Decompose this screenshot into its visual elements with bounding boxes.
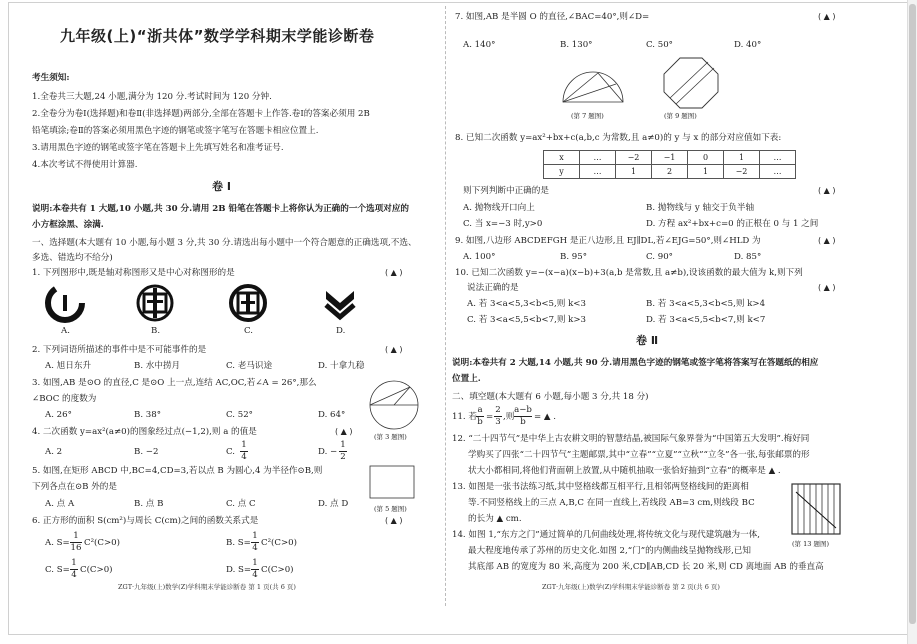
q3-option-b: B. 38° — [134, 410, 162, 420]
part-2-heading: 二、填空题(本大题有 6 小题,每小题 3 分,共 18 分) — [452, 392, 649, 402]
q6-a-fraction — [70, 531, 82, 553]
q3-option-a: A. 26° — [45, 410, 72, 420]
q4-option-a: A. 2 — [45, 447, 63, 457]
q2-option-a: A. 旭日东升 — [45, 361, 92, 371]
fraction-denominator: 2 — [340, 451, 346, 462]
notice-2b: 铅笔填涂;卷Ⅱ的答案必须用黑色字迹的钢笔或签字笔写在答题卡相应位置上. — [32, 126, 319, 136]
question-8-b: 则下列判断中正确的是 — [463, 186, 549, 196]
q4-option-c: C. — [226, 447, 236, 457]
q9-option-d: D. 85° — [734, 252, 762, 262]
logo-a-icon — [45, 283, 85, 323]
page-footer-1: ZGT·九年级(上)数学(Z)学科期末学能诊断卷 第 1 页(共 6 页) — [118, 583, 296, 591]
q7-option-b: B. 130° — [560, 40, 593, 50]
question-5: 5. 如图,在矩形 ABCD 中,BC=4,CD=3,若以点 B 为圆心,4 为半径作⊙B,则 — [32, 466, 323, 476]
exam-title: 九年级(上)“浙共体”数学学科期末学能诊断卷 — [60, 27, 375, 45]
question-13-b: 等.不同竖格线上的三点 A,B,C 在同一直线上,若线段 AB=3 cm,则线段 BC — [468, 498, 755, 508]
notice-heading: 考生须知: — [32, 73, 70, 83]
table-cell: −2 — [616, 151, 652, 165]
table-cell: 1 — [688, 165, 724, 179]
figure-9-caption: (第 9 题图) — [664, 112, 697, 120]
volume-1-heading: 卷 Ⅰ — [212, 180, 231, 193]
volume-2-heading: 卷 Ⅱ — [636, 334, 659, 347]
question-12: 12. “二十四节气”是中华上古农耕文明的智慧结晶,被国际气象界誉为“中国第五大发明”.梅好同 — [452, 434, 810, 444]
vertical-scrollbar[interactable] — [907, 0, 917, 644]
volume-1-desc: 说明:本卷共有 1 大题,10 小题,共 30 分.请用 2B 铅笔在答题卡上将你认为正确的一个选项对应的 — [32, 204, 410, 214]
part-1-heading-b: 多选、错选均不给分) — [32, 253, 113, 263]
notice-1: 1.全卷共三大题,24 小题,满分为 120 分.考试时间为 120 分钟. — [32, 92, 272, 102]
question-8: 8. 已知二次函数 y=ax²+bx+c(a,b,c 为常数,且 a≠0)的 y 与 x 的部分对应值如下表: — [455, 133, 782, 143]
question-14-b: 最大程度地传承了苏州的历史文化.如图 2,“门”的内侧曲线呈抛物线形,已知 — [468, 546, 751, 556]
logo-b-icon — [135, 283, 175, 323]
question-13: 13. 如图是一张书法练习纸,其中竖格线都互相平行,且相邻两竖格线间的距离相 — [452, 482, 749, 492]
q5-option-d: D. 点 D — [318, 499, 349, 509]
q6-c-tail: C(C>0) — [80, 565, 113, 575]
fraction-denominator: 4 — [252, 542, 258, 553]
q4-c-fraction — [240, 440, 248, 462]
question-4: 4. 二次函数 y=ax²(a≠0)的图象经过点(−1,2),则 a 的值是 — [32, 427, 257, 437]
q6-option-b: B. S= — [226, 538, 251, 548]
fraction-denominator: 3 — [495, 416, 501, 427]
figure-13-grid-paper — [790, 482, 842, 536]
q9-option-c: C. 90° — [646, 252, 673, 262]
answer-blank: ( ▲ ) — [385, 268, 403, 277]
q2-option-b: B. 水中捞月 — [134, 361, 181, 371]
page-footer-2: ZGT·九年级(上)数学(Z)学科期末学能诊断卷 第 2 页(共 6 页) — [542, 583, 720, 591]
q10-option-b: B. 若 3<a<5,3<b<5,则 k>4 — [646, 299, 766, 309]
question-12-c: 状大小都相同,将他们背面朝上放置,从中随机抽取一张恰好抽到“立春”的概率是 ▲ . — [468, 466, 781, 476]
question-6: 6. 正方形的面积 S(cm²)与周长 C(cm)之间的函数关系式是 — [32, 516, 259, 526]
question-7: 7. 如图,AB 是半圆 O 的直径,∠BAC=40°,则∠D= — [455, 12, 650, 22]
q1-option-d: D. — [336, 326, 346, 336]
answer-blank: ( ▲ ) — [385, 516, 403, 525]
figure-3-circle — [362, 378, 426, 434]
q8-option-a: A. 抛物线开口向上 — [463, 203, 535, 213]
q10-option-d: D. 若 3<a<5,5<b<7,则 k<7 — [646, 315, 766, 325]
figure-5-caption: (第 5 题图) — [374, 505, 407, 513]
fraction-denominator: 4 — [241, 451, 247, 462]
question-3-b: ∠BOC 的度数为 — [32, 394, 97, 404]
q9-option-a: A. 100° — [463, 252, 496, 262]
question-11-mid: ,则 — [503, 412, 515, 422]
table-cell: x — [544, 151, 580, 165]
answer-blank: ( ▲ ) — [818, 12, 836, 21]
figure-7-semicircle — [558, 62, 628, 108]
table-row — [544, 151, 796, 165]
notice-2: 2.全卷分为卷Ⅰ(选择题)和卷Ⅱ(非选择题)两部分,全部在答题卡上作答.卷Ⅰ的答案必须用 2B — [32, 109, 370, 119]
volume-1-desc-b: 小方框涂黑、涂满. — [32, 220, 104, 230]
table-cell: … — [580, 151, 616, 165]
q8-option-b: B. 抛物线与 y 轴交于负半轴 — [646, 203, 755, 213]
table-cell: −1 — [652, 151, 688, 165]
q1-option-c: C. — [244, 326, 254, 336]
q6-b-tail: C²(C>0) — [261, 538, 297, 548]
table-row — [544, 165, 796, 179]
question-11-prefix: 11. 若 — [452, 412, 477, 422]
question-2: 2. 下列词语所描述的事件中是不可能事件的是 — [32, 345, 207, 355]
table-cell: 0 — [688, 151, 724, 165]
table-cell: 2 — [652, 165, 688, 179]
figure-13-caption: (第 13 题图) — [792, 540, 829, 548]
q1-option-a: A. — [61, 326, 70, 336]
notice-3: 3.请用黑色字迹的钢笔或签字笔在答题卡上先填写姓名和准考证号. — [32, 143, 284, 153]
table-cell: −2 — [724, 165, 760, 179]
q2-option-d: D. 十拿九稳 — [318, 361, 365, 371]
table-cell: 1 — [616, 165, 652, 179]
question-13-c: 的长为 ▲ cm. — [468, 514, 522, 524]
table-cell: … — [760, 151, 796, 165]
figure-7-caption: (第 7 题图) — [571, 112, 604, 120]
q3-option-d: D. 64° — [318, 410, 346, 420]
question-12-b: 学购买了四张“二十四节气”主题邮票,其中“立春”“立夏”“立秋”“立冬”各一张,每张邮票的形 — [468, 450, 810, 460]
q7-option-c: C. 50° — [646, 40, 673, 50]
q4-d-fraction — [339, 440, 347, 462]
table-cell: 1 — [724, 151, 760, 165]
q10-option-a: A. 若 3<a<5,3<b<5,则 k<3 — [467, 299, 586, 309]
q1-option-b: B. — [151, 326, 161, 336]
q3-option-c: C. 52° — [226, 410, 253, 420]
question-10-b: 说法正确的是 — [467, 283, 519, 293]
fraction-numerator: a−b — [514, 405, 532, 415]
fraction-numerator: a — [477, 405, 483, 415]
fraction-denominator: 4 — [71, 569, 77, 580]
logo-d-icon — [320, 283, 360, 323]
question-11-end: = ▲ . — [534, 412, 557, 422]
volume-2-desc: 说明:本卷共有 2 大题,14 小题,共 90 分.请用黑色字迹的钢笔或签字笔将答案写在答题纸的相应 — [452, 358, 819, 368]
q7-option-a: A. 140° — [463, 40, 496, 50]
figure-3-caption: (第 3 题图) — [374, 433, 407, 441]
answer-blank: ( ▲ ) — [818, 283, 836, 292]
fraction-numerator: 1 — [340, 440, 346, 450]
q11-fraction-ab — [476, 405, 484, 427]
question-5-b: 下列各点在⊙B 外的是 — [32, 482, 117, 492]
question-1: 1. 下列图形中,既是轴对称图形又是中心对称图形的是 — [32, 268, 235, 278]
question-9: 9. 如图,八边形 ABCDEFGH 是正八边形,且 EJ∥DL,若∠EJG=50°,则∠HLD 为 — [455, 236, 761, 246]
answer-blank: ( ▲ ) — [385, 345, 403, 354]
q7-option-d: D. 40° — [734, 40, 762, 50]
q2-option-c: C. 老马识途 — [226, 361, 273, 371]
volume-2-desc-b: 位置上. — [452, 374, 481, 384]
q4-option-d: D. − — [318, 447, 338, 457]
fraction-numerator: 1 — [70, 531, 82, 543]
q6-d-fraction — [251, 558, 259, 580]
question-14: 14. 如图 1,“东方之门”通过简单的几何曲线处理,将传统文化与现代建筑融为一体, — [452, 530, 760, 540]
q9-option-b: B. 95° — [560, 252, 588, 262]
answer-blank: ( ▲ ) — [818, 186, 836, 195]
q6-a-tail: C²(C>0) — [84, 538, 120, 548]
fraction-numerator: 1 — [241, 440, 247, 450]
answer-blank: ( ▲ ) — [818, 236, 836, 245]
q8-option-d: D. 方程 ax²+bx+c=0 的正根在 0 与 1 之间 — [646, 219, 819, 229]
fraction-numerator: 1 — [71, 558, 77, 568]
q8-option-c: C. 当 x=−3 时,y>0 — [463, 219, 543, 229]
fraction-denominator: 4 — [252, 569, 258, 580]
fraction-denominator: b — [520, 416, 526, 427]
table-cell: y — [544, 165, 580, 179]
answer-blank: ( ▲ ) — [335, 427, 353, 436]
q6-option-a: A. S= — [45, 538, 70, 548]
question-14-c: 其底部 AB 的宽度为 80 米,高度为 200 米,CD∥AB,CD 长 20 米,则 CD 离地面 AB 的垂直高 — [468, 562, 824, 572]
q6-option-d: D. S= — [226, 565, 252, 575]
figure-9-octagon — [660, 54, 722, 112]
table-cell: … — [760, 165, 796, 179]
question-10: 10. 已知二次函数 y=−(x−a)(x−b)+3(a,b 是常数,且 a≠b),设该函数的最大值为 k,则下列 — [455, 268, 803, 278]
q11-fraction-23 — [494, 405, 502, 427]
q6-b-fraction — [251, 531, 259, 553]
notice-4: 4.本次考试不得使用计算器. — [32, 160, 138, 170]
fraction-numerator: 1 — [252, 558, 258, 568]
q6-d-tail: C(C>0) — [261, 565, 294, 575]
figure-5-rectangle — [366, 462, 418, 502]
q6-c-fraction — [70, 558, 78, 580]
fraction-numerator: 2 — [495, 405, 501, 415]
table-cell: … — [580, 165, 616, 179]
scrollbar-thumb[interactable] — [909, 4, 916, 624]
q5-option-a: A. 点 A — [45, 499, 75, 509]
logo-c-icon — [228, 283, 268, 323]
q6-option-c: C. S= — [45, 565, 70, 575]
fraction-denominator: b — [477, 416, 483, 427]
q10-option-c: C. 若 3<a<5,5<b<7,则 k>3 — [467, 315, 587, 325]
q8-value-table — [543, 150, 796, 179]
q4-option-b: B. −2 — [134, 447, 159, 457]
q11-fraction-amb — [514, 405, 532, 427]
fraction-denominator: 16 — [70, 542, 82, 553]
q5-option-c: C. 点 C — [226, 499, 256, 509]
q5-option-b: B. 点 B — [134, 499, 164, 509]
question-3: 3. 如图,AB 是⊙O 的直径,C 是⊙O 上一点,连结 AC,OC,若∠A = 26°,那么 — [32, 378, 317, 388]
part-1-heading: 一、选择题(本大题有 10 小题,每小题 3 分,共 30 分.请选出每小题中一个符合题意的正确选项,不选、 — [32, 238, 417, 248]
fraction-numerator: 1 — [252, 531, 258, 541]
column-divider — [445, 6, 446, 606]
